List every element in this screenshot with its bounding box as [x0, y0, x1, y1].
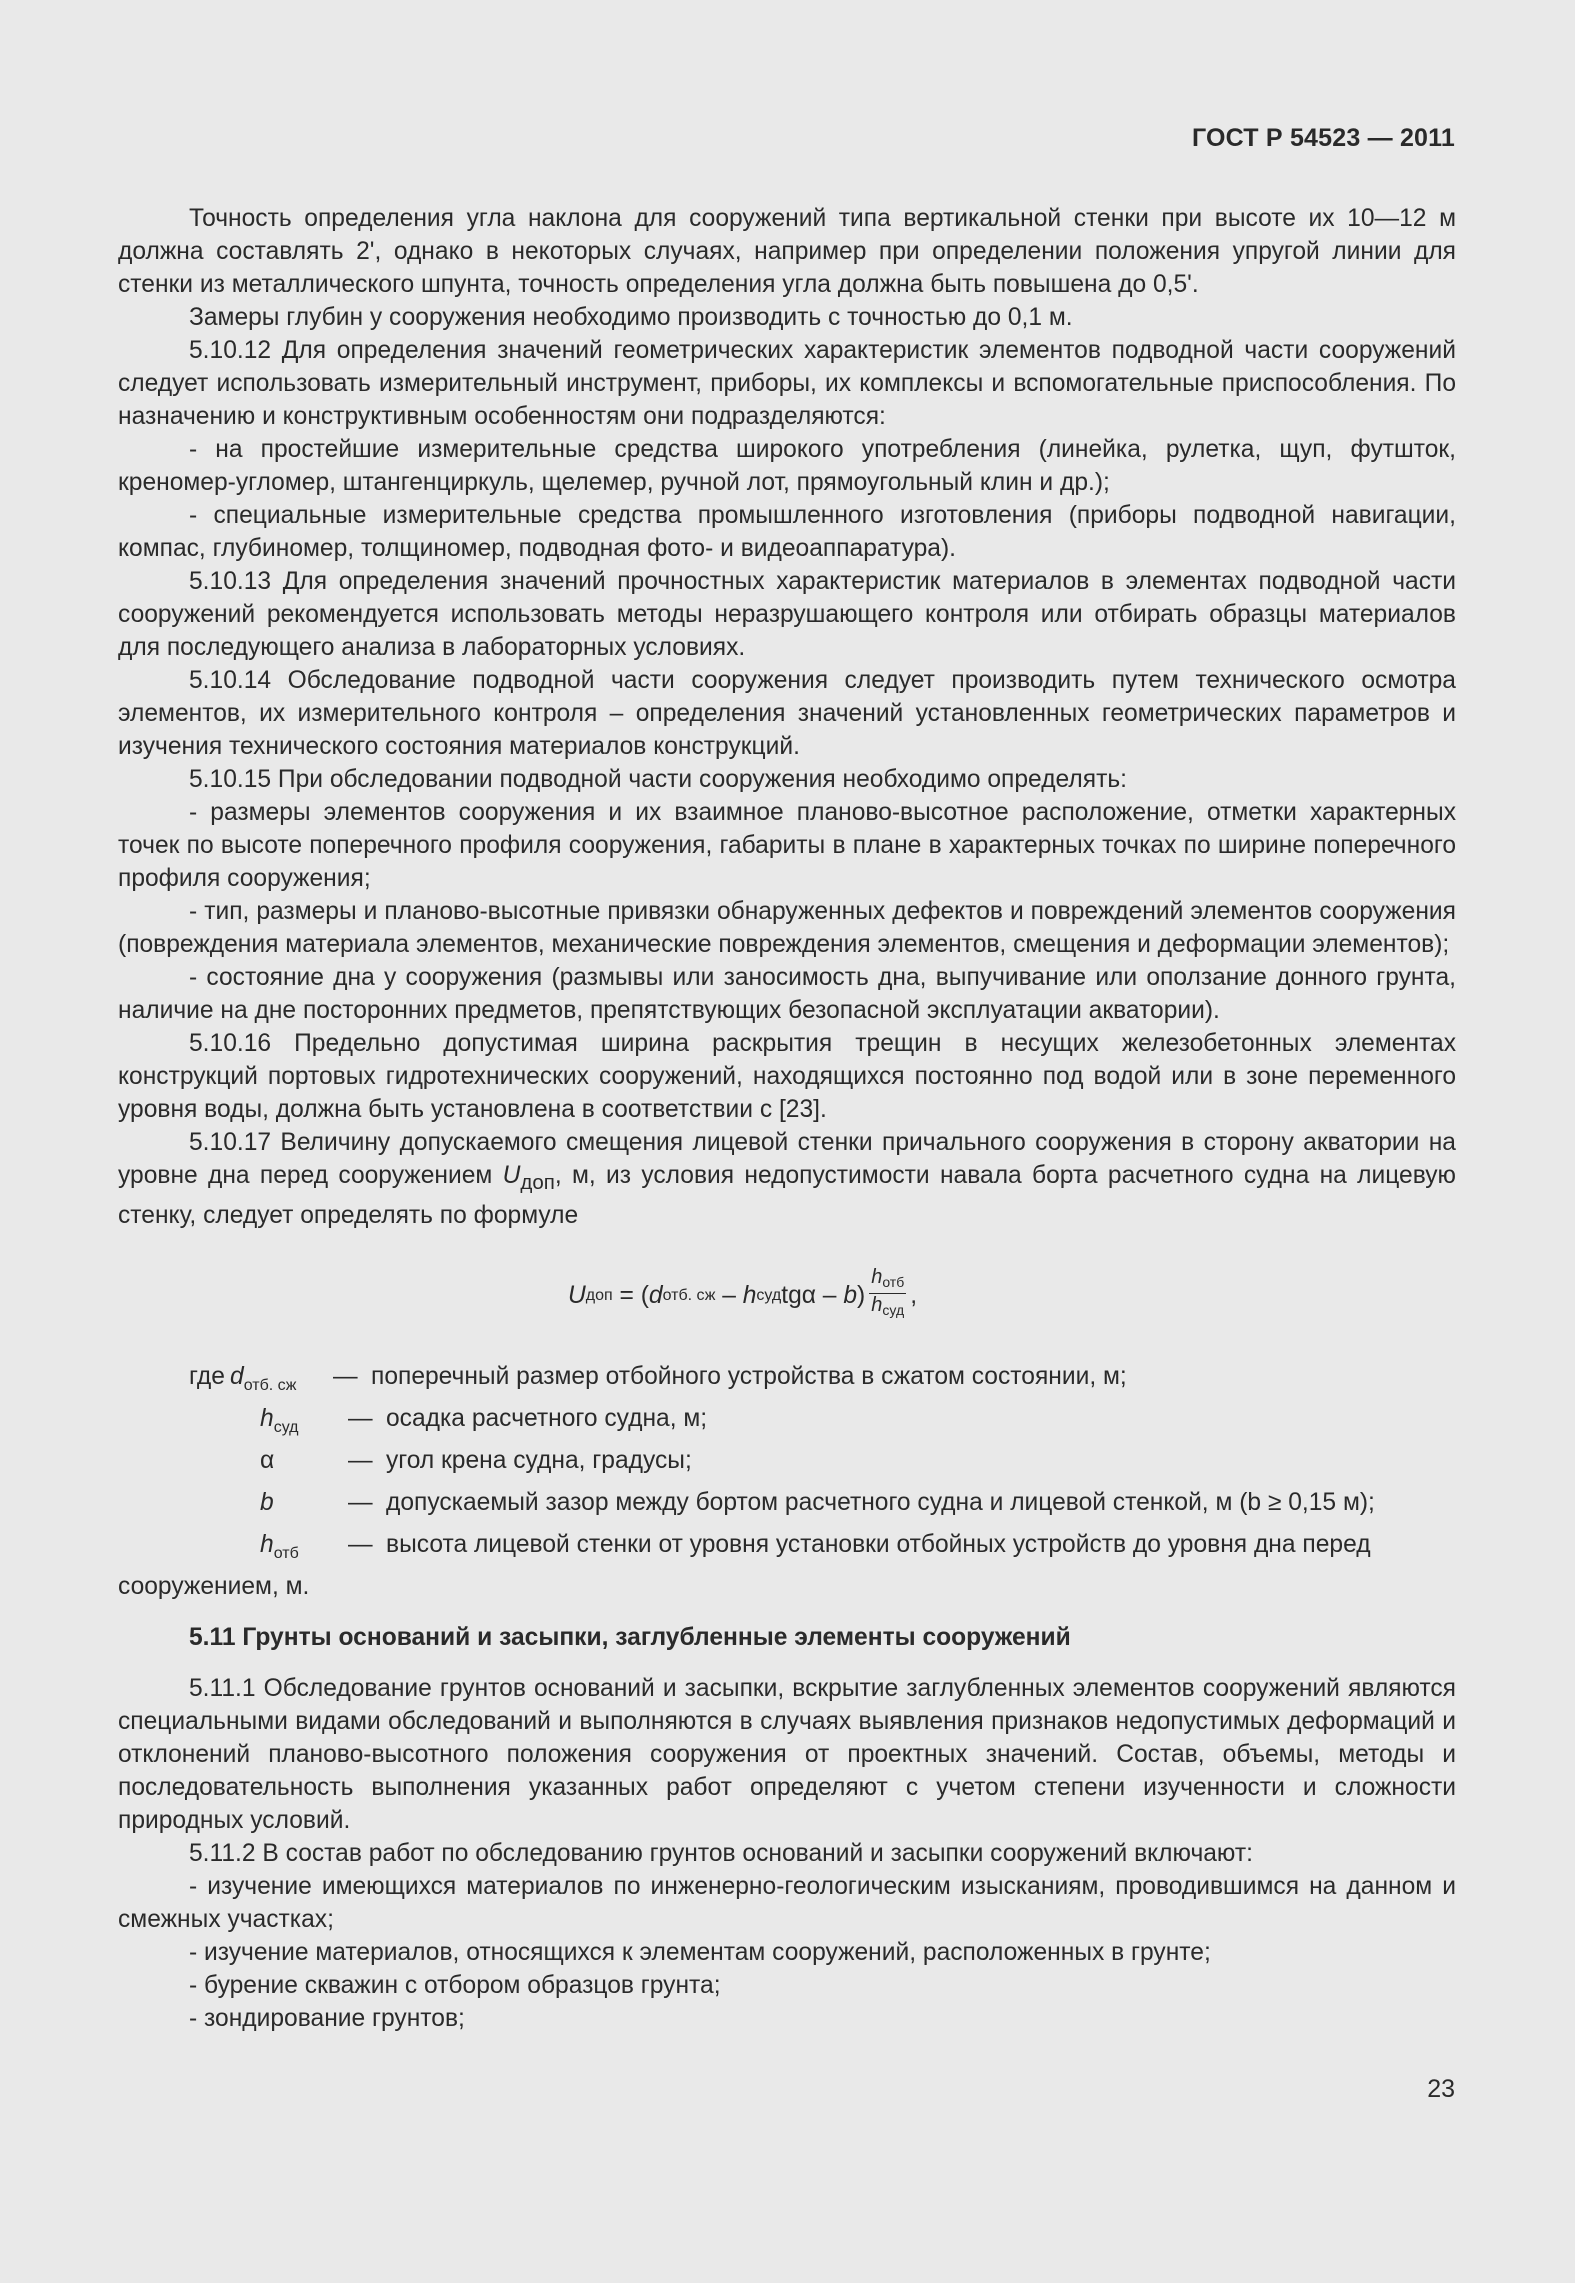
- paragraph: 5.10.16 Предельно допустимая ширина раскрытия трещин в несущих железобетонных элементах конструкций портовых гидротехнических сооружений, находящихся постоянно под водой или в зоне переменного уровня воды, должна быть установлена в соответствии с [23].: [118, 1030, 1456, 1123]
- list-item: - бурение скважин с отбором образцов грунта;: [189, 1971, 721, 1999]
- formula-fraction: [869, 1266, 906, 1321]
- legend-symbol: α: [260, 1446, 275, 1474]
- list-item: - размеры элементов сооружения и их взаимное планово-высотное расположение, отметки характерных точек по высоте поперечного профиля сооружения, габариты в плане в характерных точках по ширине поперечного профиля сооружения;: [118, 799, 1456, 892]
- formula: [118, 1246, 1456, 1350]
- formula-legend: [118, 1360, 1456, 1603]
- list-item: - специальные измерительные средства промышленного изготовления (приборы подводной навигации, компас, глубиномер, толщиномер, подводная фото- и видеоаппаратура).: [118, 502, 1456, 562]
- fraction-denominator: $h_{суд}$: [871, 1293, 905, 1318]
- paragraph: 5.11.2 В состав работ по обследованию грунтов оснований и засыпки сооружений включают:: [189, 1839, 1253, 1867]
- legend-symbol: $h_{отб}$: [260, 1530, 299, 1562]
- list-item: - на простейшие измерительные средства широкого употребления (линейка, рулетка, щуп, футшток, креномер-угломер, штангенциркуль, щелемер, ручной лот, прямоугольный клин и др.);: [118, 436, 1456, 496]
- legend-row: где $d_{отб. сж}$ — поперечный размер отбойного устройства в сжатом состоянии, м;: [118, 1360, 1456, 1402]
- paragraph: 5.10.12 Для определения значений геометрических характеристик элементов подводной части сооружений следует использовать измерительный инструмент, приборы, их комплексы и вспомогательные приспособления. По назначению и конструктивным особенностям они подразделяются:: [118, 337, 1456, 430]
- section-title: 5.11 Грунты оснований и засыпки, заглубленные элементы сооружений: [189, 1623, 1071, 1651]
- legend-tail: сооружением, м.: [118, 1572, 310, 1600]
- legend-lead: где: [189, 1362, 225, 1390]
- document-header: ГОСТ Р 54523 — 2011: [1191, 124, 1455, 152]
- paragraph-5-10-17: 5.10.17 Величину допускаемого смещения лицевой стенки причального сооружения в сторону акватории на уровне дна перед сооружением $U_{доп}$, м, из условия недопустимости навала борта расчетного судна на лицевую стенку, следует определять по формуле: [118, 1129, 1456, 1229]
- list-item: - состояние дна у сооружения (размывы или заносимость дна, выпучивание или оползание донного грунта, наличие на дне посторонних предметов, препятствующих безопасной эксплуатации акватории).: [118, 964, 1456, 1024]
- paragraph: 5.10.14 Обследование подводной части сооружения следует производить путем технического осмотра элементов, их измерительного контроля – определения значений установленных геометрических параметров и изучения технического состояния материалов конструкций.: [118, 667, 1456, 760]
- paragraph: Точность определения угла наклона для сооружений типа вертикальной стенки при высоте их 10—12 м должна составлять 2', однако в некоторых случаях, например при определении положения упругой линии для стенки из металлического шпунта, точность определения угла должна быть повышена до 0,5'.: [118, 205, 1456, 298]
- list-item: - зондирование грунтов;: [189, 2004, 465, 2032]
- legend-row: $h_{суд}$ — осадка расчетного судна, м;: [118, 1402, 1456, 1444]
- paragraph: Замеры глубин у сооружения необходимо производить с точностью до 0,1 м.: [189, 304, 1073, 331]
- paragraph: 5.10.13 Для определения значений прочностных характеристик материалов в элементах подводной части сооружений рекомендуется использовать методы неразрушающего контроля или отбирать образцы материалов для последующего анализа в лабораторных условиях.: [118, 568, 1456, 661]
- list-item: - изучение имеющихся материалов по инженерно-геологическим изысканиям, проводившимся на данном и смежных участках;: [118, 1872, 1456, 1933]
- paragraphs-bottom: [118, 1672, 1456, 2035]
- symbol-u: U: [502, 1162, 521, 1189]
- legend-symbol: $d_{отб. сж}$: [230, 1362, 297, 1394]
- paragraph: 5.10.15 При обследовании подводной части сооружения необходимо определять:: [189, 766, 1127, 793]
- document-body: [118, 202, 1456, 2035]
- legend-symbol: b: [260, 1488, 274, 1516]
- legend-row: b — допускаемый зазор между бортом расчетного судна и лицевой стенкой, м (b ≥ 0,15 м);: [118, 1486, 1456, 1528]
- fraction-numerator: $h_{отб}$: [869, 1266, 906, 1294]
- legend-row: α — угол крена судна, градусы;: [118, 1444, 1456, 1486]
- list-item: - изучение материалов, относящихся к элементам сооружений, расположенных в грунте;: [189, 1938, 1211, 1966]
- page-number: 23: [1427, 2075, 1455, 2103]
- legend-symbol: $h_{суд}$: [260, 1404, 299, 1436]
- paragraphs-top: [118, 202, 1456, 1232]
- list-item: - тип, размеры и планово-высотные привязки обнаруженных дефектов и повреждений элементов сооружения (повреждения материала элементов, механические повреждения элементов, смещения и деформации элементов);: [118, 898, 1456, 958]
- formula-expression: U доп = ( d отб. сж – h суд tgα – b ) $\frac{h_{отб}}{h_{суд}}$ ,: [568, 1268, 917, 1323]
- legend-row: $h_{отб}$ — высота лицевой стенки от уровня установки отбойных устройств до уровня дна перед: [118, 1528, 1456, 1570]
- paragraph: 5.11.1 Обследование грунтов оснований и засыпки, вскрытие заглубленных элементов сооружений являются специальными видами обследований и выполняются в случаях выявления признаков недопустимых деформаций и отклонений планово-высотного положения сооружения от проектных значений. Состав, объемы, методы и последовательность выполнения указанных работ определяют с учетом степени изученности и сложности природных условий.: [118, 1674, 1456, 1834]
